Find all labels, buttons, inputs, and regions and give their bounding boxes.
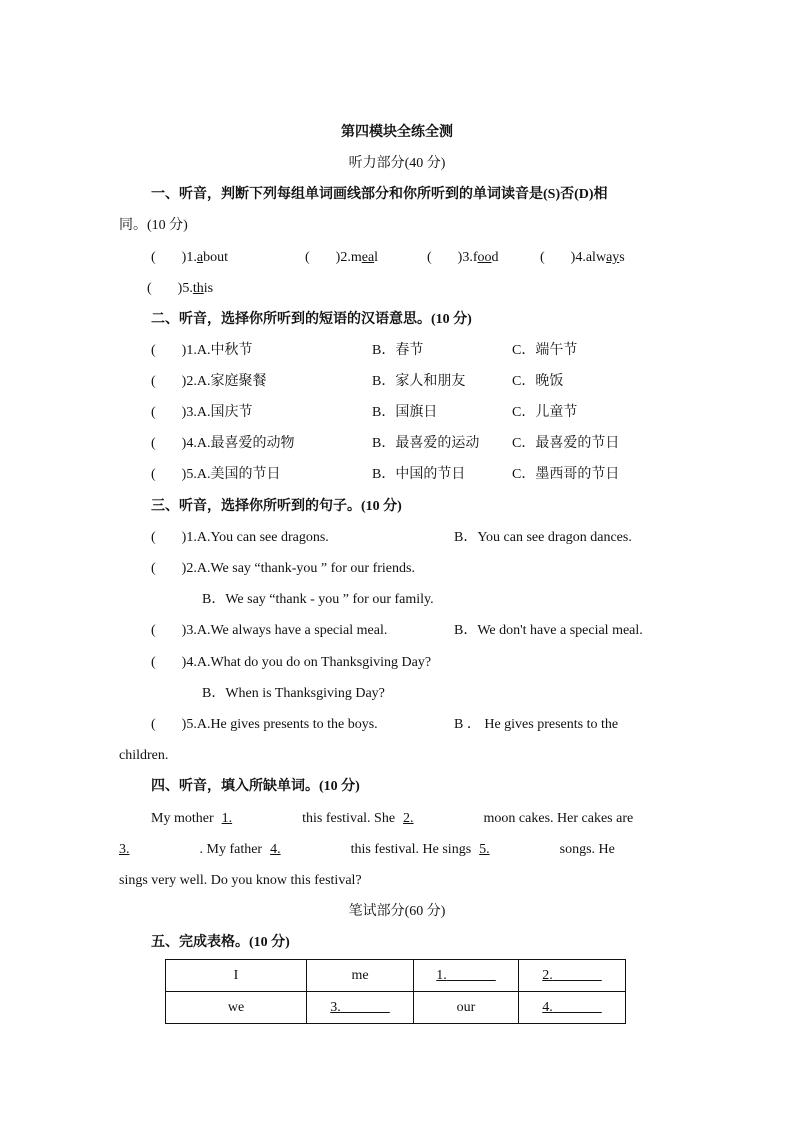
s2-item-5-c: C．墨西哥的节日 xyxy=(512,467,620,482)
table-cell-blank[interactable]: 3. xyxy=(307,992,414,1024)
table-cell: our xyxy=(414,992,519,1024)
s1-item-5: ( )5.this xyxy=(147,281,214,296)
section-1-heading-cont: 同。(10 分) xyxy=(119,218,188,233)
listening-header: 听力部分(40 分) xyxy=(348,156,446,171)
s3-item-5-b-cont: children. xyxy=(119,748,169,763)
table-cell: me xyxy=(307,960,414,992)
s3-item-1-b: B．You can see dragon dances. xyxy=(454,530,632,545)
table-row xyxy=(166,960,626,992)
s1-item-4: ( )4.always xyxy=(540,250,625,265)
table-cell-blank[interactable]: 1. xyxy=(414,960,519,992)
s2-item-4-c: C．最喜爱的节日 xyxy=(512,436,620,451)
s3-item-3-a: ( )3.A.We always have a special meal. xyxy=(151,623,388,638)
s2-item-1-a: ( )1.A.中秋节 xyxy=(151,343,253,358)
writing-header: 笔试部分(60 分) xyxy=(348,904,446,919)
s4-line-3: sings very well. Do you know this festival? xyxy=(119,873,362,888)
table-cell-blank[interactable]: 2. xyxy=(519,960,626,992)
s2-item-3-c: C．儿童节 xyxy=(512,405,578,420)
s2-item-4-b: B．最喜爱的运动 xyxy=(372,436,480,451)
s3-item-2-a: ( )2.A.We say “thank-you ” for our friends. xyxy=(151,561,415,576)
s2-item-1-c: C．端午节 xyxy=(512,343,578,358)
blank-4[interactable]: 4. xyxy=(270,842,281,857)
s1-item-1: ( )1.about xyxy=(151,250,228,265)
s2-item-2-c: C．晚饭 xyxy=(512,374,564,389)
table-cell: we xyxy=(166,992,307,1024)
s3-item-5-b: B ． He gives presents to the xyxy=(454,717,619,732)
s3-item-4-a: ( )4.A.What do you do on Thanksgiving Day? xyxy=(151,655,432,670)
s3-item-3-b: B．We don't have a special meal. xyxy=(454,623,643,638)
s2-item-2-b: B．家人和朋友 xyxy=(372,374,466,389)
s2-item-5-a: ( )5.A.美国的节日 xyxy=(151,467,281,482)
s4-line-2: 3. . My father 4. this festival. He sings 5. songs. He xyxy=(119,842,615,857)
table-row xyxy=(166,992,626,1024)
s4-line-1: My mother 1. this festival. She 2. moon cakes. Her cakes are xyxy=(151,811,634,826)
s1-item-3: ( )3.food xyxy=(427,250,499,265)
s3-item-1-a: ( )1.A.You can see dragons. xyxy=(151,530,329,545)
blank-1[interactable]: 1. xyxy=(221,811,233,826)
blank-3[interactable]: 3. xyxy=(119,842,130,857)
section-1-heading: 一、听音，判断下列每组单词画线部分和你所听到的单词读音是(S)否(D)相 xyxy=(151,187,608,202)
section-2-heading: 二、听音，选择你所听到的短语的汉语意思。(10 分) xyxy=(151,312,472,327)
pronoun-table xyxy=(165,959,626,1024)
table-cell-blank[interactable]: 4. xyxy=(519,992,626,1024)
section-5-heading: 五、完成表格。(10 分) xyxy=(151,935,290,950)
s1-item-2: ( )2.meal xyxy=(305,250,379,265)
s2-item-2-a: ( )2.A.家庭聚餐 xyxy=(151,374,267,389)
s2-item-4-a: ( )4.A.最喜爱的动物 xyxy=(151,436,295,451)
blank-2[interactable]: 2. xyxy=(403,811,414,826)
s2-item-5-b: B．中国的节日 xyxy=(372,467,466,482)
s2-item-3-a: ( )3.A.国庆节 xyxy=(151,405,253,420)
table-cell: I xyxy=(166,960,307,992)
s3-item-4-b: B．When is Thanksgiving Day? xyxy=(202,686,385,701)
s3-item-2-b: B．We say “thank - you ” for our family. xyxy=(202,592,434,607)
s2-item-3-b: B．国旗日 xyxy=(372,405,438,420)
s3-item-5-a: ( )5.A.He gives presents to the boys. xyxy=(151,717,378,732)
page-title: 第四模块全练全测 xyxy=(341,125,453,140)
section-3-heading: 三、听音，选择你所听到的句子。(10 分) xyxy=(151,499,402,514)
blank-5[interactable]: 5. xyxy=(479,842,490,857)
s2-item-1-b: B．春节 xyxy=(372,343,424,358)
section-4-heading: 四、听音，填入所缺单词。(10 分) xyxy=(151,779,360,794)
